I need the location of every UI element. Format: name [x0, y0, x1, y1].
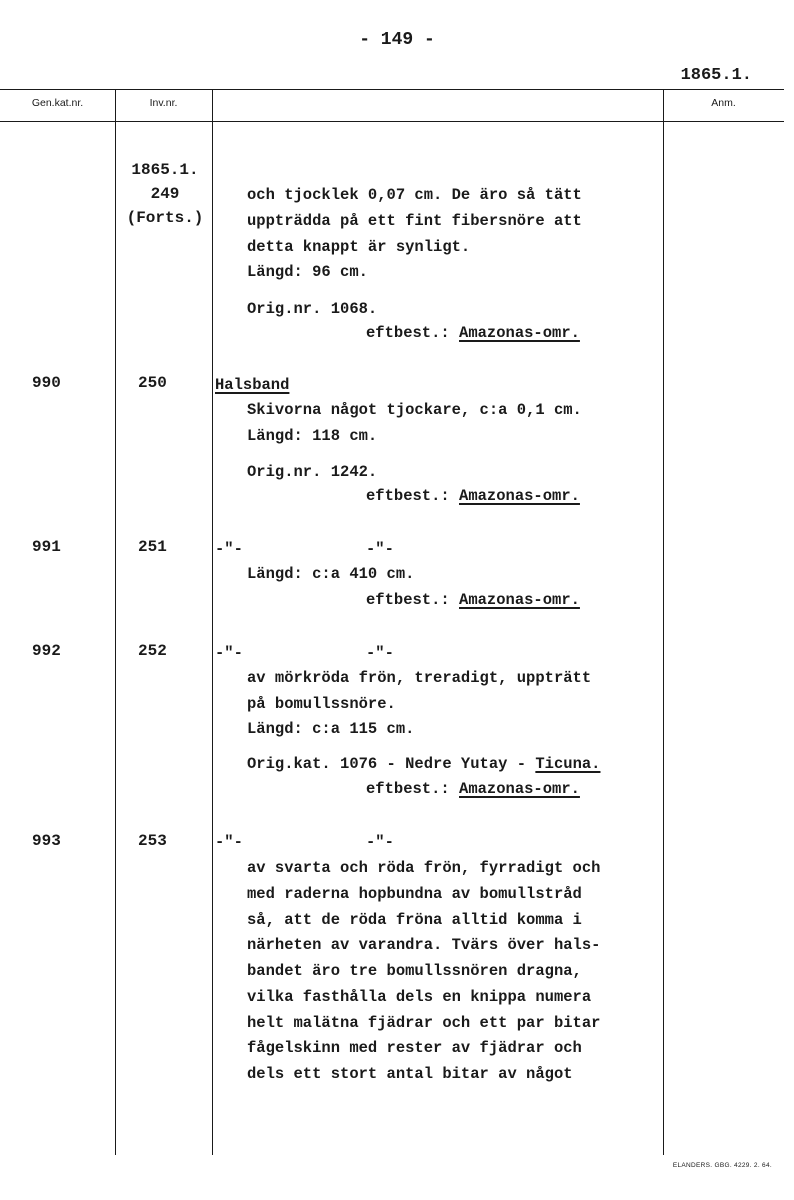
column-divider-gen-inv [115, 89, 116, 1155]
description-line: dels ett stort antal bitar av något [247, 1065, 573, 1083]
tribe-name: Ticuna. [535, 755, 601, 773]
inventory-number: 253 [138, 832, 167, 850]
description-line: på bomullssnöre. [247, 695, 396, 713]
length-line: Längd: c:a 115 cm. [247, 720, 415, 738]
inventory-number-line: 1865.1. [131, 161, 199, 179]
orig-catalog-text: Orig.kat. 1076 - Nedre Yutay - [247, 755, 536, 773]
inventory-number: 252 [138, 642, 167, 660]
description-line: bandet äro tre bomullssnören dragna, [247, 962, 582, 980]
inventory-number-line: 249 [150, 185, 180, 203]
length-line: Längd: 96 cm. [247, 263, 368, 281]
description-line: helt malätna fjädrar och ett par bitar [247, 1014, 601, 1032]
provenance-place: Amazonas-omr. [459, 487, 580, 505]
header-top-rule [0, 89, 784, 90]
provenance-line [366, 776, 580, 802]
provenance-label: eftbest.: [366, 591, 460, 609]
description-line: Skivorna något tjockare, c:a 0,1 cm. [247, 401, 582, 419]
description-line: vilka fasthålla dels en knippa numera [247, 988, 592, 1006]
item-title: Halsband [215, 376, 290, 394]
ditto-mark: -"- [366, 644, 394, 662]
page-number: - 149 - [359, 30, 435, 50]
description-line: detta knappt är synligt. [247, 238, 471, 256]
provenance-place: Amazonas-omr. [459, 324, 580, 342]
column-divider-inv-text [212, 89, 213, 1155]
ditto-mark: -"- [215, 833, 243, 851]
length-line: Längd: c:a 410 cm. [247, 565, 415, 583]
orig-number-line: Orig.nr. 1242. [247, 463, 378, 481]
header-bottom-rule [0, 121, 784, 122]
gen-kat-number: 991 [32, 538, 61, 556]
provenance-label: eftbest.: [366, 324, 460, 342]
column-header-inv-nr: Inv.nr. [149, 97, 178, 109]
gen-kat-number: 992 [32, 642, 61, 660]
provenance-line [366, 587, 580, 613]
description-line: av mörkröda frön, treradigt, uppträtt [247, 669, 592, 687]
ditto-mark: -"- [215, 540, 243, 558]
orig-number-line: Orig.nr. 1068. [247, 300, 378, 318]
length-line: Längd: 118 cm. [247, 427, 378, 445]
gen-kat-number: 993 [32, 832, 61, 850]
inventory-number: 251 [138, 538, 167, 556]
column-divider-text-anm [663, 89, 664, 1155]
description-line: med raderna hopbundna av bomullstråd [247, 885, 582, 903]
provenance-line [366, 320, 580, 346]
description-line: så, att de röda fröna alltid komma i [247, 911, 582, 929]
column-header-anm: Anm. [711, 97, 736, 109]
provenance-place: Amazonas-omr. [459, 780, 580, 798]
ditto-mark: -"- [366, 833, 394, 851]
orig-catalog-line [247, 751, 600, 777]
gen-kat-number: 990 [32, 374, 61, 392]
description-line: fågelskinn med rester av fjädrar och [247, 1039, 582, 1057]
description-line: och tjocklek 0,07 cm. De äro så tätt [247, 186, 582, 204]
inventory-number-line: (Forts.) [126, 209, 204, 227]
catalog-reference: 1865.1. [680, 66, 752, 85]
printer-mark: ELANDERS. GBG. 4229. 2. 64. [672, 1162, 772, 1169]
description-line: närheten av varandra. Tvärs över hals- [247, 936, 601, 954]
ditto-mark: -"- [366, 540, 394, 558]
inventory-number-block [116, 158, 214, 230]
ditto-mark: -"- [215, 644, 243, 662]
provenance-label: eftbest.: [366, 487, 460, 505]
provenance-place: Amazonas-omr. [459, 591, 580, 609]
provenance-label: eftbest.: [366, 780, 460, 798]
column-header-gen-kat-nr: Gen.kat.nr. [31, 97, 84, 109]
inventory-number: 250 [138, 374, 167, 392]
description-line: av svarta och röda frön, fyrradigt och [247, 859, 601, 877]
description-line: uppträdda på ett fint fibersnöre att [247, 212, 582, 230]
provenance-line [366, 483, 580, 509]
